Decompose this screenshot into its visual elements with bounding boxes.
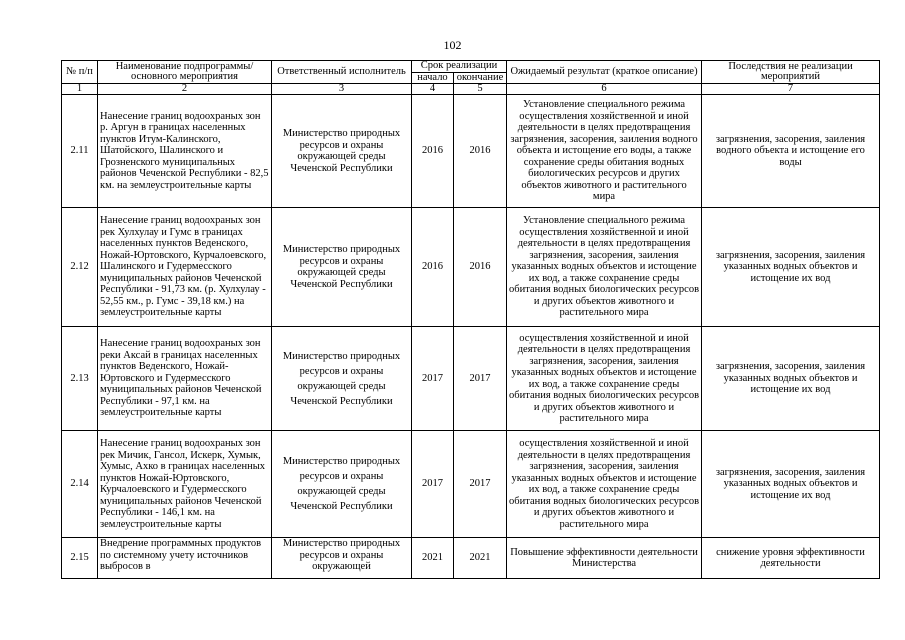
table-row <box>62 327 880 431</box>
end-year: 2017 <box>454 327 507 431</box>
column-number: 6 <box>507 84 702 95</box>
column-numbers-row <box>62 84 880 95</box>
responsible-executor: Министерство природных ресурсов и охраны окружающей среды Чеченской Республики <box>272 431 412 538</box>
header-start: начало <box>412 72 454 84</box>
header-executor: Ответственный исполнитель <box>272 61 412 84</box>
expected-result: осуществления хозяйственной и иной деятельности в целях предотвращения загрязнения, засорения, заиления указанных водных объектов и истощение их вод, а также сохранение среды обитания водных биологических ресурсов и других объектов животного и растительного мира <box>507 431 702 538</box>
table-row <box>62 538 880 579</box>
row-number: 2.11 <box>62 95 98 208</box>
column-number: 2 <box>98 84 272 95</box>
responsible-executor: Министерство природных ресурсов и охраны окружающей среды Чеченской Республики <box>272 208 412 327</box>
table-row <box>62 95 880 208</box>
start-year: 2016 <box>412 95 454 208</box>
activity-name: Нанесение границ водоохраных зон реки Аксай в границах населенных пунктов Веденского, Ножай-Юртовского и Гудермесского муниципальных районов Чеченской Республики - 97,1 км. на землеустроительные карты <box>98 327 272 431</box>
row-number: 2.13 <box>62 327 98 431</box>
program-table <box>61 60 880 579</box>
column-number: 7 <box>702 84 880 95</box>
responsible-executor: Министерство природных ресурсов и охраны окружающей среды Чеченской Республики <box>272 327 412 431</box>
column-number: 3 <box>272 84 412 95</box>
expected-result: осуществления хозяйственной и иной деятельности в целях предотвращения загрязнения, засорения, заиления указанных водных объектов и истощение их вод, а также сохранение среды обитания водных биологических ресурсов и других объектов животного и растительного мира <box>507 327 702 431</box>
column-number: 5 <box>454 84 507 95</box>
row-number: 2.14 <box>62 431 98 538</box>
table-row <box>62 431 880 538</box>
activity-name: Нанесение границ водоохраных зон рек Мичик, Гансол, Искерк, Хумык, Хумыс, Ахко в границах населенных пунктов Ножай-Юртовского, Курчалоевского и Гудермесского муниципальных районов Чеченской Республики - 146,1 км. на землеустроительные карты <box>98 431 272 538</box>
header-num: № п/п <box>62 61 98 84</box>
activity-name: Внедрение программных продуктов по системному учету источников выбросов в <box>98 538 272 579</box>
consequences: снижение уровня эффективности деятельности <box>702 538 880 579</box>
responsible-executor: Министерство природных ресурсов и охраны окружающей среды Чеченской Республики <box>272 95 412 208</box>
expected-result: Установление специального режима осуществления хозяйственной и иной деятельности в целях предотвращения загрязнения, засорения, заиления указанных водных объектов и истощение их вод, а также сохранение среды обитания водных биологических ресурсов и других объектов животного и растительного мира <box>507 208 702 327</box>
header-name: Наименование подпрограммы/ основного мероприятия <box>98 61 272 84</box>
activity-name: Нанесение границ водоохраных зон р. Аргун в границах населенных пунктов Итум-Калинского, Шатойского, Шалинского и Грозненского муниципальных районов Чеченской Республики - 82,5 км. на землеустроительные карты <box>98 95 272 208</box>
table-header <box>62 61 880 84</box>
start-year: 2016 <box>412 208 454 327</box>
responsible-executor: Министерство природных ресурсов и охраны окружающей <box>272 538 412 579</box>
end-year: 2016 <box>454 208 507 327</box>
start-year: 2017 <box>412 327 454 431</box>
consequences: загрязнения, засорения, заиления водного объекта и истощение его воды <box>702 95 880 208</box>
header-end: окончание <box>454 72 507 84</box>
page-number: 102 <box>443 38 462 52</box>
row-number: 2.12 <box>62 208 98 327</box>
expected-result: Установление специального режима осуществления хозяйственной и иной деятельности в целях предотвращения загрязнения, засорения, заиления водного объекта и истощение его воды, а также сохранение среды обитания водных биологических ресурсов и других объектов животного и растительного мира <box>507 95 702 208</box>
end-year: 2016 <box>454 95 507 208</box>
consequences: загрязнения, засорения, заиления указанных водных объектов и истощение их вод <box>702 431 880 538</box>
header-consequences: Последствия не реализации мероприятий <box>702 61 880 84</box>
activity-name: Нанесение границ водоохраных зон рек Хулхулау и Гумс в границах населенных пунктов Веденского, Ножай-Юртовского, Курчалоевского, Шалинского и Гудермесского муниципальных районов Чеченской Республики - 91,73 км. (р. Хулхулау - 52,55 км., р. Гумс - 39,18 км.) на землеустроительные карты <box>98 208 272 327</box>
header-result: Ожидаемый результат (краткое описание) <box>507 61 702 84</box>
table-row <box>62 208 880 327</box>
column-number: 1 <box>62 84 98 95</box>
end-year: 2017 <box>454 431 507 538</box>
start-year: 2021 <box>412 538 454 579</box>
expected-result: Повышение эффективности деятельности Министерства <box>507 538 702 579</box>
consequences: загрязнения, засорения, заиления указанных водных объектов и истощение их вод <box>702 327 880 431</box>
header-period: Срок реализации <box>412 61 507 73</box>
end-year: 2021 <box>454 538 507 579</box>
row-number: 2.15 <box>62 538 98 579</box>
start-year: 2017 <box>412 431 454 538</box>
consequences: загрязнения, засорения, заиления указанных водных объектов и истощение их вод <box>702 208 880 327</box>
column-number: 4 <box>412 84 454 95</box>
